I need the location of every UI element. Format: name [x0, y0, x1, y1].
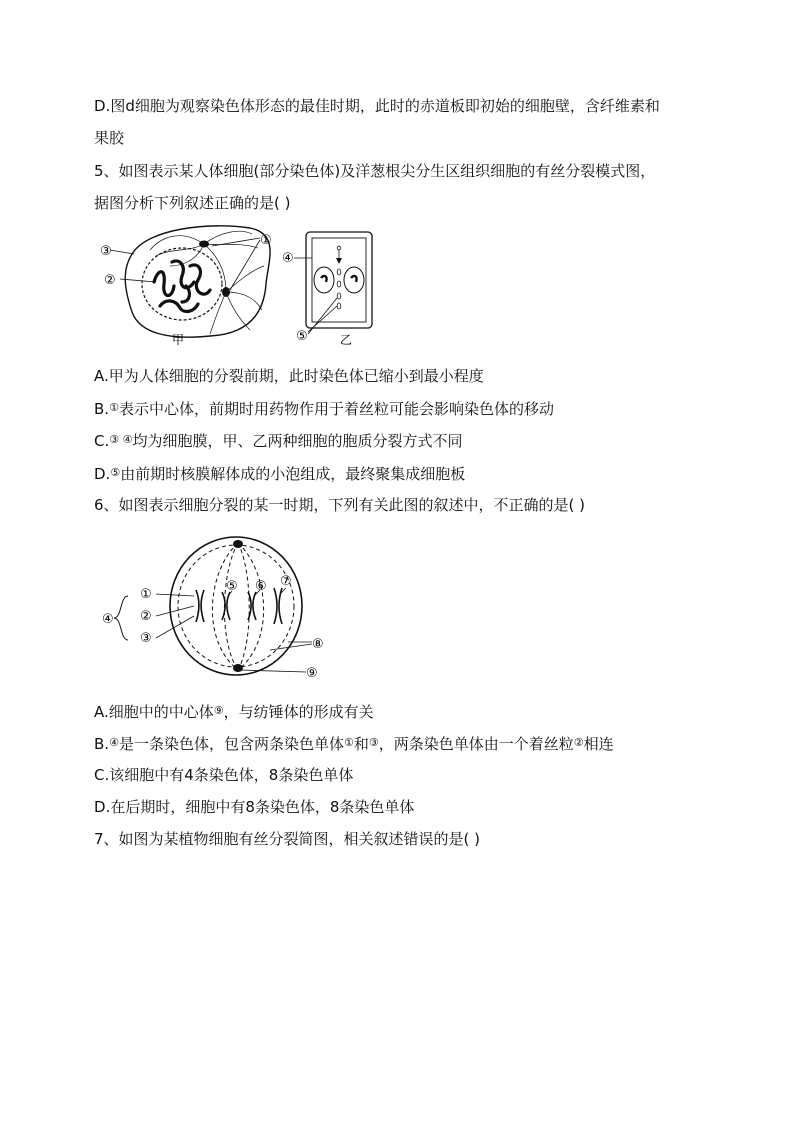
q6-option-b-number-2: ② — [573, 736, 584, 749]
q6-option-a-number: ⑨ — [213, 704, 224, 717]
q5-option-b-text: 表示中心体，前期时用药物作用于着丝粒可能会影响染色体的移动 — [118, 400, 554, 418]
cell-yi — [294, 232, 372, 334]
q5-option-c-prefix: C. — [94, 432, 110, 450]
q6-label-6: ⑥ — [255, 579, 267, 594]
q6-option-b-number-1: ① — [343, 736, 354, 749]
q5-label-2: ② — [104, 273, 116, 288]
q5-option-c-text: 均为细胞膜，甲、乙两种细胞的胞质分裂方式不同 — [132, 432, 463, 450]
q4-option-d-line2: 果胶 — [94, 129, 125, 147]
q5-label-5: ⑤ — [296, 329, 308, 344]
q5-label-3: ③ — [100, 244, 112, 259]
q4-option-d-line1: D.图d细胞为观察染色体形态的最佳时期，此时的赤道板即初始的细胞壁，含纤维素和 — [94, 97, 660, 115]
q6-option-a-text: ，与纺锤体的形成有关 — [223, 703, 374, 721]
q5-option-b-number: ① — [109, 401, 119, 414]
q6-label-1: ① — [140, 587, 152, 602]
q6-option-b-text-3: ，两条染色单体由一个着丝粒 — [378, 735, 574, 753]
q5-option-d-text: 由前期时核膜解体成的小泡组成，最终聚集成细胞板 — [120, 465, 466, 483]
q6-cell — [114, 537, 312, 675]
q6-option-d: D.在后期时，细胞中有8条染色体，8条染色单体 — [94, 798, 415, 816]
q6-option-b-number-3: ③ — [368, 736, 379, 749]
q6-option-b — [94, 733, 614, 754]
q5-option-d-number: ⑤ — [110, 466, 121, 479]
q5-stem-line1: 5、如图表示某人体细胞(部分染色体)及洋葱根尖分生区组织细胞的有丝分裂模式图， — [94, 162, 656, 180]
q6-label-7: ⑦ — [280, 574, 292, 589]
q6-option-c: C.该细胞中有4条染色体，8条染色单体 — [94, 766, 354, 784]
q6-figure — [100, 530, 340, 682]
q6-label-4: ④ — [102, 612, 114, 627]
q7-stem: 7、如图为某植物细胞有丝分裂简图，相关叙述错误的是( ) — [94, 830, 481, 848]
q5-option-b — [94, 398, 554, 419]
q5-caption-jia: 甲 — [172, 333, 185, 347]
cell-jia — [110, 226, 270, 337]
q5-option-c — [94, 430, 463, 451]
q6-option-b-number-4: ④ — [109, 736, 119, 749]
q6-stem: 6、如图表示细胞分裂的某一时期，下列有关此图的叙述中，不正确的是( ) — [94, 496, 586, 514]
q6-option-b-text-1: 是一条染色体，包含两条染色单体 — [118, 735, 344, 753]
q5-option-a: A.甲为人体细胞的分裂前期，此时染色体已缩小到最小程度 — [94, 367, 484, 385]
q5-option-c-number: ③ ④ — [109, 433, 133, 446]
q6-option-b-text-2: 和 — [353, 735, 369, 753]
q6-option-a — [94, 701, 374, 722]
q6-label-2: ② — [140, 609, 152, 624]
q5-option-b-prefix: B. — [94, 400, 110, 418]
q5-label-4: ④ — [282, 251, 294, 266]
q5-option-d — [94, 463, 465, 484]
q6-label-8: ⑧ — [312, 637, 324, 652]
q5-caption-yi: 乙 — [340, 333, 353, 347]
q6-label-3: ③ — [140, 631, 152, 646]
q5-option-d-prefix: D. — [94, 465, 111, 483]
q6-option-a-prefix: A.细胞中的中心体 — [94, 703, 214, 721]
q6-option-b-prefix: B. — [94, 735, 110, 753]
q5-stem-line2: 据图分析下列叙述正确的是( ) — [94, 194, 291, 212]
q5-figure — [100, 222, 390, 350]
q6-label-9: ⑨ — [306, 666, 318, 681]
q5-label-1: ① — [260, 233, 272, 248]
q6-label-5: ⑤ — [226, 579, 238, 594]
q6-option-b-text-4: 相连 — [583, 735, 614, 753]
